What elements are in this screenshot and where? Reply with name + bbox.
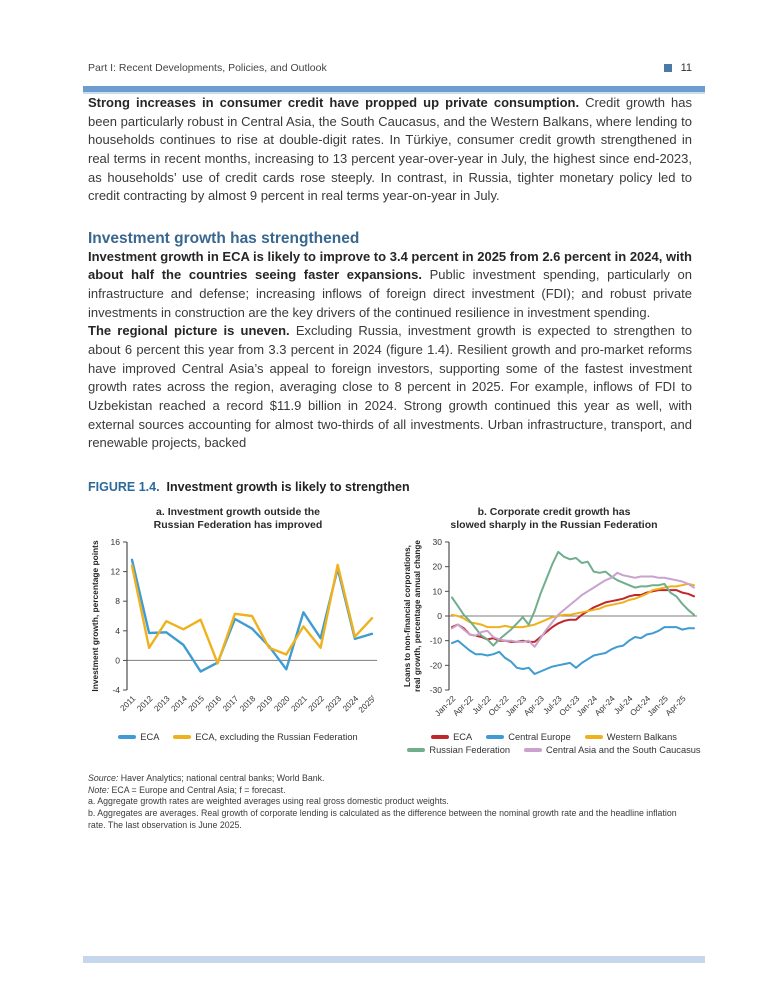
- figure-panels: [84, 506, 708, 755]
- svg-text:20: 20: [432, 561, 442, 572]
- legend-label: ECA: [453, 731, 473, 742]
- legend-item: [173, 732, 357, 742]
- figure-1-4: [88, 479, 701, 831]
- legend-row: [407, 745, 700, 755]
- svg-text:Oct-24: Oct-24: [628, 693, 653, 718]
- svg-text:8: 8: [115, 596, 120, 607]
- section-heading: Investment growth has strengthened: [88, 229, 360, 247]
- svg-text:-4: -4: [112, 684, 120, 695]
- svg-text:2025ᶠ: 2025ᶠ: [356, 693, 378, 715]
- legend-item: [407, 745, 510, 755]
- svg-text:real growth, percentage annual: real growth, percentage annual change: [413, 539, 422, 692]
- svg-text:4: 4: [115, 625, 120, 636]
- panel-title-line: Russian Federation has improved: [153, 519, 323, 532]
- legend-label: ECA, excluding the Russian Federation: [195, 731, 358, 742]
- svg-text:-30: -30: [429, 684, 442, 695]
- svg-text:Apr-24: Apr-24: [593, 693, 617, 718]
- svg-text:2019: 2019: [255, 693, 275, 714]
- svg-text:Jul-22: Jul-22: [470, 693, 493, 717]
- svg-text:Jul-24: Jul-24: [612, 693, 635, 717]
- svg-text:2023: 2023: [323, 693, 344, 714]
- note-b: b. Aggregates are averages. Real growth of corporate lending is calculated as the difference between the nominal growth rate and the headline inflation rate. The last observation is June 2025.: [88, 807, 677, 830]
- legend-swatch-icon: [486, 735, 504, 739]
- legend-item: [118, 732, 159, 742]
- note-text: ECA = Europe and Central Asia; f = forecast.: [109, 784, 286, 795]
- panel-a-title: [154, 506, 323, 533]
- source-text: Haver Analytics; national central banks; World Bank.: [118, 772, 325, 783]
- legend-label: Central Asia and the South Caucasus: [546, 744, 701, 755]
- svg-text:Oct-23: Oct-23: [557, 693, 582, 718]
- legend-swatch-icon: [173, 735, 191, 739]
- svg-text:Jan-24: Jan-24: [574, 693, 600, 719]
- svg-text:10: 10: [432, 586, 442, 597]
- footer-rule: [83, 956, 705, 963]
- paragraph-text: Excluding Russia, investment growth is expected to strengthen to about 6 percent this year from 3.3 percent in 2024 (figure 1.4). Resilient growth and pro-market reforms have improved Central Asia’s appeal to foreign investors, supporting some of the fastest investment growth rates across the region, averaging close to 8 percent in 2025. For example, inflows of FDI to Uzbekistan reached a record $11.9 billion in 2024. Strong growth continued this year as well, with external sources accounting for almost two-thirds of all investments. Urban infrastructure, transport, and renewable projects, backed: [88, 323, 692, 451]
- legend-item: [585, 732, 677, 742]
- paragraph-regional-picture: [88, 322, 692, 452]
- svg-text:2014: 2014: [169, 693, 189, 714]
- svg-text:2012: 2012: [135, 693, 155, 714]
- svg-text:2013: 2013: [152, 693, 172, 714]
- svg-text:2024: 2024: [341, 693, 361, 714]
- paragraph-text: Credit growth has been particularly robust in Central Asia, the South Caucasus, and the Western Balkans, where lending to households continues to rise at double-digit rates. In Türkiye, consumer credit growth strengthened in real terms in recent months, increasing to 13 percent year-over-year in July, the highest since end-2023, as households’ use of credit cards rose steeply. In contrast, in Russia, tighter monetary policy led to credit contracting by almost 9 percent in real terms year-on-year in July.: [88, 95, 692, 204]
- svg-text:-10: -10: [429, 635, 442, 646]
- page-number-square-icon: [664, 64, 672, 72]
- svg-text:Loans to non-financial corpora: Loans to non-financial corporations,: [403, 544, 412, 687]
- panel-title-line: a. Investment growth outside the: [156, 505, 320, 518]
- paragraph-investment-growth: [88, 248, 692, 323]
- note-a: a. Aggregate growth rates are weighted averages using real gross domestic product weights.: [88, 796, 449, 807]
- note-label: Note:: [88, 784, 110, 795]
- legend-swatch-icon: [524, 748, 542, 752]
- header-rule: [83, 86, 705, 94]
- figure-caption: [88, 480, 692, 494]
- panel-title-line: b. Corporate credit growth has: [477, 505, 631, 518]
- svg-text:0: 0: [115, 655, 120, 666]
- legend-label: Central Europe: [508, 731, 571, 742]
- panel-title-line: slowed sharply in the Russian Federation: [450, 519, 658, 532]
- paragraph-text: Public investment spending, particularly on infrastructure and defense; increasing inflows of foreign direct investment (FDI); and robust private investments in construction are the key drivers of the continued resilience in investment spending.: [88, 267, 693, 320]
- panel-a-chart: [87, 536, 389, 728]
- legend-swatch-icon: [585, 735, 603, 739]
- legend-swatch-icon: [431, 735, 449, 739]
- figure-notes: [88, 773, 692, 831]
- svg-text:Oct-22: Oct-22: [486, 693, 511, 718]
- panel-a-legend: [118, 732, 357, 742]
- svg-text:2015: 2015: [186, 693, 206, 714]
- legend-row: [431, 732, 677, 742]
- page-content: [88, 0, 701, 831]
- panel-b-chart: [403, 536, 705, 728]
- paragraph-consumer-credit: [88, 94, 692, 206]
- svg-text:30: 30: [432, 536, 442, 547]
- paragraph-lead: The regional picture is uneven.: [88, 323, 290, 339]
- svg-text:Apr-25: Apr-25: [663, 693, 688, 718]
- chart-panel-a: [84, 506, 392, 755]
- figure-label: FIGURE 1.4.: [88, 479, 160, 494]
- svg-text:16: 16: [110, 536, 120, 547]
- svg-text:2016: 2016: [203, 693, 224, 714]
- svg-text:2022: 2022: [306, 693, 326, 714]
- svg-text:2011: 2011: [118, 693, 138, 713]
- legend-label: Western Balkans: [606, 731, 677, 742]
- svg-text:2018: 2018: [238, 693, 258, 714]
- panel-b-title: [450, 506, 657, 533]
- page-header: [88, 0, 692, 74]
- legend-label: Russian Federation: [429, 744, 511, 755]
- legend-item: [524, 745, 701, 755]
- paragraph-lead: Investment growth in ECA is likely to improve to 3.4 percent in 2025 from 2.6 percent in 2024, with about half the countries seeing faster expansions.: [88, 248, 692, 283]
- svg-text:2020: 2020: [272, 693, 292, 714]
- svg-text:2021: 2021: [289, 693, 309, 714]
- svg-text:Jan-23: Jan-23: [504, 693, 529, 719]
- panel-b-legend: [407, 732, 700, 755]
- svg-text:2017: 2017: [221, 693, 241, 714]
- svg-text:-20: -20: [429, 660, 442, 671]
- legend-item: [486, 732, 571, 742]
- svg-text:Jul-23: Jul-23: [541, 693, 564, 717]
- legend-item: [431, 732, 472, 742]
- paragraph-lead: Strong increases in consumer credit have propped up private consumption.: [88, 95, 580, 110]
- page-number-block: [664, 62, 692, 74]
- svg-text:0: 0: [437, 610, 442, 621]
- svg-text:Jan-22: Jan-22: [433, 693, 458, 719]
- svg-text:12: 12: [110, 566, 120, 577]
- note-line: [88, 785, 692, 797]
- figure-title: Investment growth is likely to strengthen: [166, 479, 410, 494]
- page-number: 11: [680, 62, 692, 74]
- source-label: Source:: [88, 772, 119, 783]
- svg-text:Investment growth, percentage: Investment growth, percentage points: [90, 540, 100, 692]
- svg-text:Jan-25: Jan-25: [645, 693, 670, 719]
- legend-row: [118, 732, 357, 742]
- svg-text:Apr-22: Apr-22: [451, 693, 476, 718]
- svg-text:Apr-23: Apr-23: [522, 693, 546, 718]
- chart-panel-b: [400, 506, 708, 755]
- running-head: Part I: Recent Developments, Policies, and Outlook: [88, 62, 327, 74]
- legend-label: ECA: [140, 731, 160, 742]
- legend-swatch-icon: [118, 735, 136, 739]
- legend-swatch-icon: [407, 748, 425, 752]
- source-note: [88, 773, 692, 785]
